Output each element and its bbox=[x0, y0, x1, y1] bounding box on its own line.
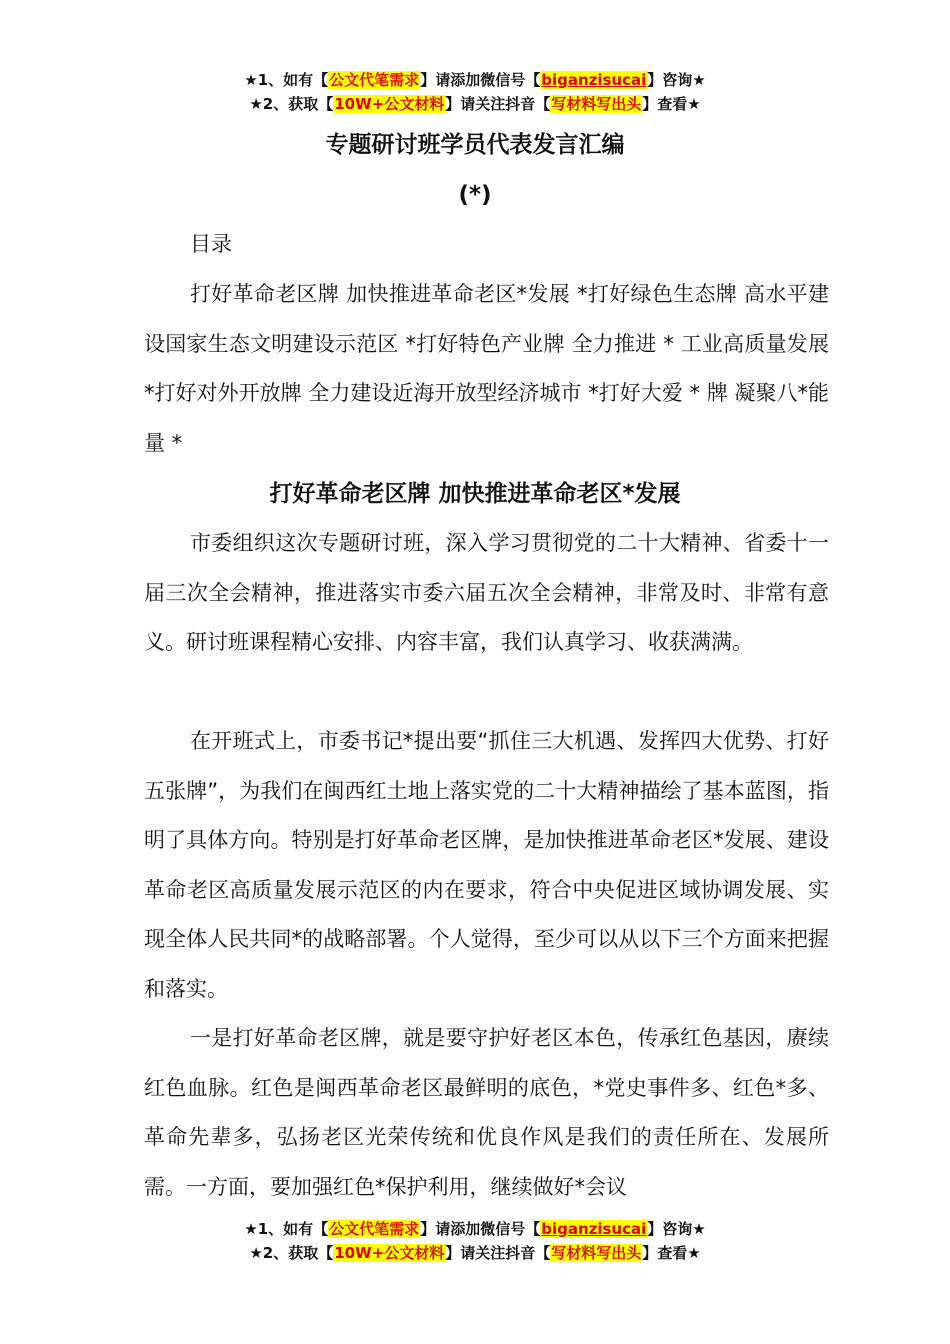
banner-text: 】咨询★ bbox=[647, 71, 706, 89]
banner-line-1 bbox=[0, 1217, 950, 1241]
banner-text: 】查看★ bbox=[642, 95, 701, 113]
section-heading: 打好革命老区牌 加快推进革命老区*发展 bbox=[269, 481, 681, 507]
douyin-account-highlight: 写材料写出头 bbox=[551, 1244, 642, 1262]
banner-text: 】查看★ bbox=[642, 1244, 701, 1262]
wechat-id-highlight: biganzisucai bbox=[541, 71, 647, 89]
banner-line-2 bbox=[0, 1241, 950, 1265]
bottom-banner bbox=[0, 1217, 950, 1265]
top-banner bbox=[0, 68, 950, 116]
banner-highlight: 公文代笔需求 bbox=[329, 1220, 420, 1238]
banner-line-1 bbox=[0, 68, 950, 92]
banner-text: 】请关注抖音【 bbox=[445, 1244, 551, 1262]
banner-line-2 bbox=[0, 92, 950, 116]
banner-text: ★1、如有【 bbox=[244, 1220, 329, 1238]
banner-text: 】请关注抖音【 bbox=[445, 95, 551, 113]
document-title: 专题研讨班学员代表发言汇编 bbox=[325, 132, 625, 158]
banner-text: ★2、获取【 bbox=[249, 95, 334, 113]
paragraph: 一是打好革命老区牌，就是要守护好老区本色，传承红色基因，赓续红色血脉。红色是闽西革命老区最鲜明的底色，*党史事件多、红色*多、革命先辈多，弘扬老区光荣传统和优良作风是我们的责任所在、发展所需。一方面，要加强红色*保护利用，继续做好*会议 bbox=[144, 1026, 829, 1199]
paragraph: 市委组织这次专题研讨班，深入学习贯彻党的二十大精神、省委十一届三次全会精神，推进落实市委六届五次全会精神，非常及时、非常有意义。研讨班课程精心安排、内容丰富，我们认真学习、收获满满。 bbox=[144, 531, 829, 654]
banner-highlight: 10W+公文材料 bbox=[334, 95, 445, 113]
wechat-id-highlight: biganzisucai bbox=[541, 1220, 647, 1238]
douyin-account-highlight: 写材料写出头 bbox=[551, 95, 642, 113]
banner-text: 】咨询★ bbox=[647, 1220, 706, 1238]
document-subtitle: (*) bbox=[458, 182, 492, 208]
banner-highlight: 公文代笔需求 bbox=[329, 71, 420, 89]
paragraph: 在开班式上，市委书记*提出要“抓住三大机遇、发挥四大优势、打好五张牌”，为我们在闽西红土地上落实党的二十大精神描绘了基本蓝图，指明了具体方向。特别是打好革命老区牌，是加快推进革命老区*发展、建设革命老区高质量发展示范区的内在要求，符合中央促进区域协调发展、实现全体人民共同*的战略部署。个人觉得，至少可以从以下三个方面来把握和落实。 bbox=[144, 729, 829, 1001]
banner-text: 】请添加微信号【 bbox=[420, 1220, 541, 1238]
banner-text: 】请添加微信号【 bbox=[420, 71, 541, 89]
toc-label: 目录 bbox=[190, 232, 232, 256]
banner-text: ★1、如有【 bbox=[244, 71, 329, 89]
banner-highlight: 10W+公文材料 bbox=[334, 1244, 445, 1262]
banner-text: ★2、获取【 bbox=[249, 1244, 334, 1262]
toc-text: 打好革命老区牌 加快推进革命老区*发展 *打好绿色生态牌 高水平建设国家生态文明建设示范区 *打好特色产业牌 全力推进 * 工业高质量发展 *打好对外开放牌 全力建设近海开放型经济城市 *打好大爱 * 牌 凝聚八*能量 * bbox=[144, 282, 829, 455]
